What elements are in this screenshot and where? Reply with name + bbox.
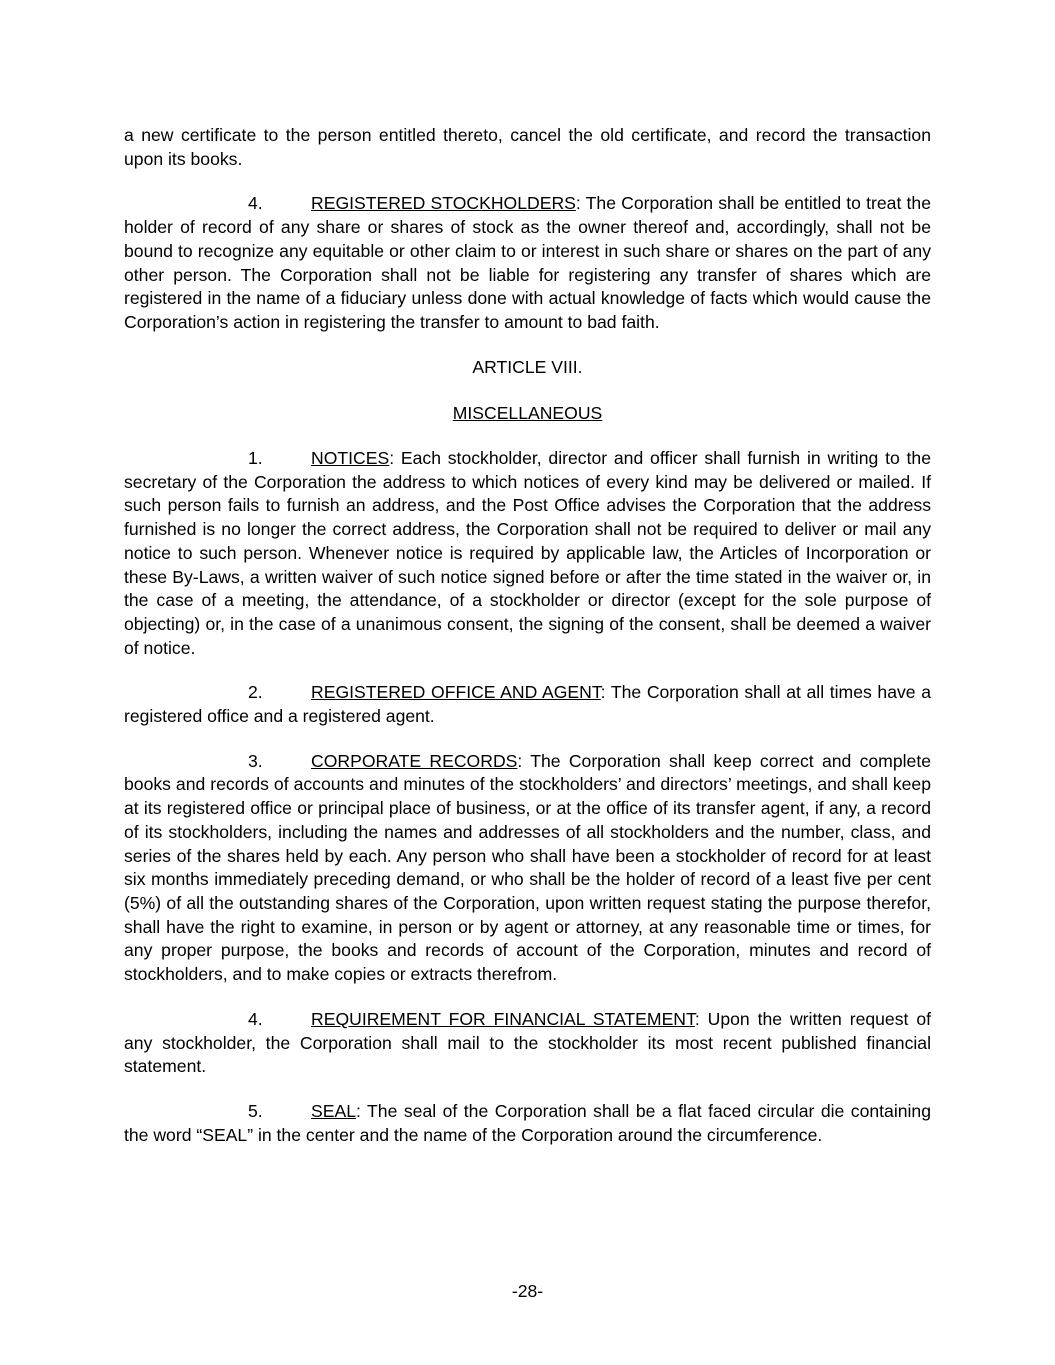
section-text: : The seal of the Corporation shall be a flat faced circular die containing the word “SEAL” in the center and the name of the Corporation around the circumference. <box>124 1100 931 1145</box>
document-page <box>124 124 931 1168</box>
section-text: : Each stockholder, director and officer shall furnish in writing to the secretary of the Corporation the address to which notices of every kind may be delivered or mailed. If such person fails to furnish an address, and the Post Office advises the Corporation that the address furnished is no longer the correct address, the Corporation shall not be required to deliver or mail any notice to such person. Whenever notice is required by applicable law, the Articles of Incorporation or these By-Laws, a written waiver of such notice signed before or after the time stated in the waiver or, in the case of a meeting, the attendance, of a stockholder or director (except for the sole purpose of objecting) or, in the case of a unanimous consent, the signing of the consent, shall be deemed a waiver of notice. <box>124 448 931 658</box>
section-heading: NOTICES <box>311 448 390 469</box>
section-registered-stockholders <box>124 192 931 334</box>
section-number: 1. <box>248 448 263 469</box>
section-text: : The Corporation shall keep correct and complete books and records of accounts and minutes of the stockholders’ and directors’ meetings, and shall keep at its registered office or principal place of business, or at the office of its transfer agent, if any, a record of its stockholders, including the names and addresses of all stockholders and the number, class, and series of the shares held by each. Any person who shall have been a stockholder of record for at least six months immediately preceding demand, or who shall be the holder of record of a least five per cent (5%) of all the outstanding shares of the Corporation, upon written request stating the purpose therefor, shall have the right to examine, in person or by agent or attorney, at any reasonable time or times, for any proper purpose, the books and records of account of the Corporation, minutes and record of stockholders, and to make copies or extracts therefrom. <box>124 750 931 985</box>
section-text: : The Corporation shall be entitled to treat the holder of record of any share or shares of stock as the owner thereof and, accordingly, shall not be bound to recognize any equitable or other claim to or interest in such share or shares on the part of any other person. The Corporation shall not be liable for registering any transfer of shares which are registered in the name of a fiduciary unless done with actual knowledge of facts which would cause the Corporation’s action in registering the transfer to amount to bad faith. <box>124 193 931 332</box>
section-number: 4. <box>248 193 263 214</box>
section-heading: REGISTERED STOCKHOLDERS <box>311 193 576 214</box>
section-number: 3. <box>248 750 263 771</box>
section-number: 2. <box>248 682 263 703</box>
section-text: : The Corporation shall at all times have a registered office and a registered agent. <box>124 682 931 727</box>
section-seal <box>124 1100 931 1147</box>
section-heading: REGISTERED OFFICE AND AGENT <box>311 682 601 703</box>
section-heading: REQUIREMENT FOR FINANCIAL STATEMENT <box>311 1008 695 1029</box>
section-text: : Upon the written request of any stockholder, the Corporation shall mail to the stockholder its most recent published financial statement. <box>124 1008 931 1077</box>
article-title: ARTICLE VIII. <box>472 356 583 377</box>
section-registered-office <box>124 681 931 728</box>
page-number: -28- <box>511 1281 544 1301</box>
section-heading: CORPORATE RECORDS <box>311 750 518 771</box>
article-subtitle <box>124 402 931 426</box>
section-financial-statement <box>124 1008 931 1079</box>
section-corporate-records <box>124 750 931 987</box>
article-subtitle-text: MISCELLANEOUS <box>452 403 603 424</box>
section-number: 5. <box>248 1100 263 1121</box>
section-number: 4. <box>248 1008 263 1029</box>
section-notices <box>124 447 931 660</box>
section-heading: SEAL <box>311 1100 356 1121</box>
continuation-paragraph: a new certificate to the person entitled thereto, cancel the old certificate, and record the transaction upon its books. <box>124 125 931 169</box>
